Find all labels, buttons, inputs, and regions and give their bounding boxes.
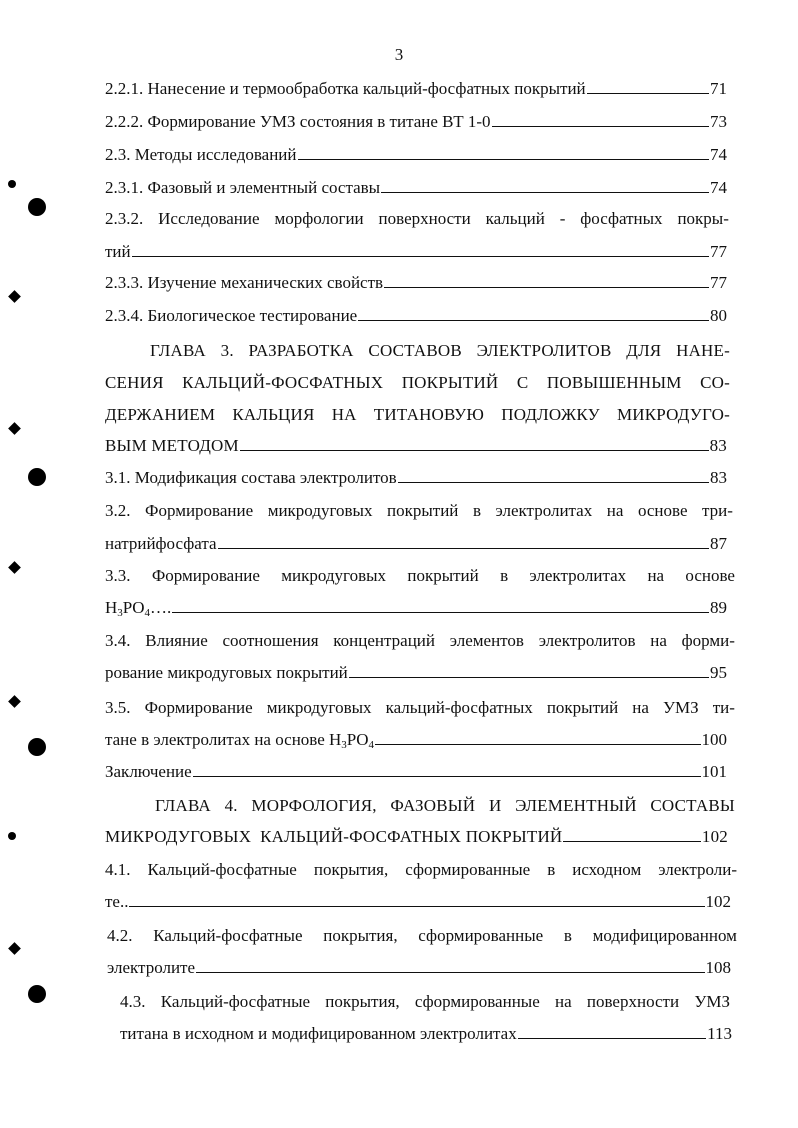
toc-entry bbox=[105, 111, 727, 133]
formula-part: тане в электролитах на основе H bbox=[105, 730, 342, 749]
toc-entry bbox=[105, 144, 727, 166]
toc-entry bbox=[105, 467, 727, 489]
word: ГЛАВА bbox=[150, 341, 206, 360]
entry-title: натрийфосфата bbox=[105, 534, 217, 553]
word: КАЛЬЦИЯ bbox=[232, 405, 315, 424]
word: микродуговых bbox=[281, 566, 387, 585]
word: основе bbox=[685, 566, 735, 585]
word: УМЗ bbox=[694, 992, 730, 1011]
chapter-heading-line2 bbox=[105, 826, 728, 848]
toc-entry-line2 bbox=[105, 662, 727, 684]
word: ПОВЫШЕННЫМ bbox=[546, 373, 682, 392]
word: покрытия, bbox=[313, 860, 389, 879]
binding-hole-mark bbox=[28, 198, 46, 216]
entry-title: 2.3. Методы исследований bbox=[105, 145, 297, 164]
entry-title: электролите bbox=[107, 958, 196, 977]
chapter-heading-line3 bbox=[105, 404, 730, 426]
formula-part: PO bbox=[346, 730, 369, 749]
entry-page: 102 bbox=[705, 892, 731, 911]
entry-page: 89 bbox=[710, 598, 727, 617]
leader-line bbox=[298, 146, 709, 160]
entry-page: 74 bbox=[710, 145, 727, 164]
leader-line bbox=[381, 179, 709, 193]
toc-entry-line2 bbox=[105, 533, 727, 555]
word: МИКРОДУГО- bbox=[616, 405, 730, 424]
word: ДЛЯ bbox=[626, 341, 662, 360]
word: Формирование bbox=[151, 566, 260, 585]
entry-title: ВЫМ МЕТОДОМ bbox=[105, 436, 239, 455]
entry-page: 100 bbox=[701, 730, 727, 749]
word: на bbox=[632, 698, 649, 717]
toc-entry-line1 bbox=[107, 925, 737, 947]
entry-page: 77 bbox=[710, 273, 727, 292]
toc-entry-line1 bbox=[105, 859, 737, 881]
word: электролитах bbox=[529, 566, 627, 585]
leader-line bbox=[240, 437, 709, 451]
word: Кальций-фосфатные bbox=[147, 860, 297, 879]
subscript: 3 bbox=[117, 607, 123, 619]
word: УМЗ bbox=[663, 698, 699, 717]
word: СО- bbox=[700, 373, 730, 392]
word: в bbox=[547, 860, 556, 879]
word: ГЛАВА bbox=[155, 796, 211, 815]
chapter-heading-line4 bbox=[105, 435, 727, 457]
leader-line bbox=[349, 664, 709, 678]
formula-part: H bbox=[105, 598, 118, 617]
word: ПОКРЫТИЙ bbox=[401, 373, 499, 392]
word: 4.3. bbox=[120, 992, 146, 1011]
leader-line bbox=[218, 535, 709, 549]
word: ЭЛЕКТРОЛИТОВ bbox=[476, 341, 612, 360]
entry-title: рование микродуговых покрытий bbox=[105, 663, 348, 682]
word: на bbox=[647, 566, 665, 585]
entry-title: МИКРОДУГОВЫХ КАЛЬЦИЙ-ФОСФАТНЫХ ПОКРЫТИЙ bbox=[105, 827, 563, 846]
leader-line bbox=[398, 469, 709, 483]
word: в bbox=[500, 566, 509, 585]
chapter-heading-line2 bbox=[105, 372, 730, 394]
word: микродуговых bbox=[267, 501, 373, 520]
word: ЭЛЕМЕНТНЫЙ bbox=[515, 796, 637, 815]
word: СОСТАВЫ bbox=[650, 796, 735, 815]
toc-entry-line1 bbox=[105, 500, 733, 522]
entry-title: 2.2.1. Нанесение и термообработка кальций-фосфатных покрытий bbox=[105, 79, 586, 98]
chapter-heading-line1 bbox=[155, 795, 735, 817]
word: ДЕРЖАНИЕМ bbox=[105, 405, 216, 424]
leader-line bbox=[172, 599, 709, 613]
word: в bbox=[472, 501, 481, 520]
leader-line bbox=[375, 731, 700, 745]
word: Формирование bbox=[144, 698, 253, 717]
leader-line bbox=[193, 763, 701, 777]
leader-line bbox=[196, 959, 704, 973]
word: на bbox=[606, 501, 624, 520]
entry-page: 80 bbox=[710, 306, 727, 325]
leader-line bbox=[358, 307, 709, 321]
toc-entry-line2 bbox=[105, 729, 727, 751]
toc-entry-line2 bbox=[105, 241, 727, 263]
word: СЕНИЯ bbox=[105, 373, 164, 392]
word: Влияние bbox=[145, 631, 208, 650]
word: электролитах bbox=[495, 501, 593, 520]
entry-page: 83 bbox=[709, 436, 727, 455]
leader-line bbox=[587, 80, 709, 94]
toc-entry bbox=[105, 177, 727, 199]
toc-entry-line1 bbox=[105, 565, 735, 587]
entry-title: 2.3.4. Биологическое тестирование bbox=[105, 306, 358, 325]
word: электроли- bbox=[658, 860, 737, 879]
word: соотношения bbox=[222, 631, 319, 650]
word: сформированные bbox=[418, 926, 544, 945]
word: элементов bbox=[449, 631, 524, 650]
leader-line bbox=[563, 828, 700, 842]
word: 2.3.2. bbox=[105, 209, 144, 228]
word: кальций bbox=[485, 209, 545, 228]
toc-entry-line1 bbox=[105, 697, 735, 719]
toc-entry-line1 bbox=[120, 991, 730, 1013]
toc-entry-line1 bbox=[105, 208, 729, 230]
entry-page: 77 bbox=[710, 242, 727, 261]
word: С bbox=[516, 373, 529, 392]
word: покры- bbox=[677, 209, 729, 228]
subscript: 4 bbox=[144, 607, 151, 619]
binding-hole-mark bbox=[28, 738, 46, 756]
toc-entry-line2 bbox=[107, 957, 731, 979]
word: 3.3. bbox=[105, 566, 131, 585]
word: покрытий bbox=[546, 698, 619, 717]
word: три- bbox=[702, 501, 733, 520]
word: поверхности bbox=[586, 992, 680, 1011]
leader-line bbox=[518, 1025, 706, 1039]
word: 4.2. bbox=[107, 926, 133, 945]
word: концентраций bbox=[333, 631, 435, 650]
toc-entry bbox=[105, 272, 727, 294]
word: Формирование bbox=[145, 501, 254, 520]
word: 3.2. bbox=[105, 501, 131, 520]
entry-page: 71 bbox=[710, 79, 727, 98]
leader-line bbox=[129, 893, 704, 907]
chapter-heading-line1 bbox=[150, 340, 730, 362]
word: сформированные bbox=[414, 992, 540, 1011]
toc-entry-line2 bbox=[105, 597, 727, 619]
subscript: 3 bbox=[341, 739, 347, 751]
leader-line bbox=[384, 274, 709, 288]
word: СОСТАВОВ bbox=[368, 341, 462, 360]
word: покрытия, bbox=[323, 926, 398, 945]
word: И bbox=[488, 796, 502, 815]
word: 3. bbox=[220, 341, 234, 360]
subscript: 4 bbox=[368, 739, 375, 751]
word: 4. bbox=[224, 796, 238, 815]
word: 3.4. bbox=[105, 631, 131, 650]
word: фосфатных bbox=[580, 209, 663, 228]
word: поверхности bbox=[378, 209, 471, 228]
toc-entry bbox=[105, 305, 727, 327]
toc-entry-line2 bbox=[105, 891, 731, 913]
word: - bbox=[559, 209, 566, 228]
entry-title: титана в исходном и модифицированном электролитах bbox=[120, 1024, 517, 1043]
entry-title: те.. bbox=[105, 892, 129, 911]
word: на bbox=[555, 992, 572, 1011]
word: сформированные bbox=[405, 860, 531, 879]
toc-entry bbox=[105, 761, 727, 783]
word: ти- bbox=[712, 698, 735, 717]
binding-hole-mark bbox=[8, 832, 16, 840]
entry-title: тий bbox=[105, 242, 131, 261]
entry-page: 108 bbox=[705, 958, 731, 977]
toc-entry-line1 bbox=[105, 630, 735, 652]
entry-page: 87 bbox=[710, 534, 727, 553]
entry-title: 2.2.2. Формирование УМЗ состояния в титане ВТ 1-0 bbox=[105, 112, 491, 131]
word: КАЛЬЦИЙ-ФОСФАТНЫХ bbox=[182, 373, 384, 392]
binding-hole-mark bbox=[28, 985, 46, 1003]
entry-title: 2.3.1. Фазовый и элементный составы bbox=[105, 178, 381, 197]
leader-line bbox=[132, 243, 709, 257]
entry-title: Заключение bbox=[105, 762, 192, 781]
entry-title: 3.1. Модификация состава электролитов bbox=[105, 468, 397, 487]
binding-hole-mark bbox=[8, 180, 16, 188]
word: основе bbox=[637, 501, 688, 520]
word: Исследование bbox=[158, 209, 260, 228]
entry-title: 2.3.3. Изучение механических свойств bbox=[105, 273, 384, 292]
word: 3.5. bbox=[105, 698, 131, 717]
word: на bbox=[650, 631, 667, 650]
toc-entry-line2 bbox=[120, 1023, 732, 1045]
word: Кальций-фосфатные bbox=[160, 992, 311, 1011]
entry-page: 95 bbox=[710, 663, 727, 682]
word: НАНЕ- bbox=[676, 341, 730, 360]
entry-page: 113 bbox=[707, 1024, 732, 1043]
entry-page: 102 bbox=[701, 827, 728, 846]
word: РАЗРАБОТКА bbox=[248, 341, 354, 360]
toc-entry bbox=[105, 78, 727, 100]
binding-hole-mark bbox=[28, 468, 46, 486]
entry-page: 73 bbox=[710, 112, 727, 131]
word: покрытий bbox=[407, 566, 479, 585]
word: покрытия, bbox=[325, 992, 400, 1011]
entry-page: 83 bbox=[710, 468, 727, 487]
word: МОРФОЛОГИЯ, bbox=[251, 796, 377, 815]
word: морфологии bbox=[274, 209, 364, 228]
word: форми- bbox=[681, 631, 735, 650]
word: 4.1. bbox=[105, 860, 131, 879]
word: покрытий bbox=[387, 501, 459, 520]
word: в bbox=[563, 926, 572, 945]
entry-title bbox=[105, 597, 171, 624]
formula-part: PO bbox=[122, 598, 145, 617]
word: Кальций-фосфатные bbox=[153, 926, 303, 945]
word: электролитов bbox=[538, 631, 636, 650]
ellipsis: …. bbox=[150, 598, 172, 617]
word: НА bbox=[331, 405, 357, 424]
word: ФАЗОВЫЙ bbox=[390, 796, 476, 815]
entry-title bbox=[105, 729, 374, 756]
word: ПОДЛОЖКУ bbox=[501, 405, 600, 424]
leader-line bbox=[492, 113, 709, 127]
word: ТИТАНОВУЮ bbox=[373, 405, 485, 424]
word: исходном bbox=[572, 860, 642, 879]
word: кальций-фосфатных bbox=[385, 698, 533, 717]
entry-page: 101 bbox=[701, 762, 727, 781]
word: микродуговых bbox=[266, 698, 372, 717]
entry-page: 74 bbox=[710, 178, 727, 197]
word: модифицированном bbox=[592, 926, 737, 945]
page-number: 3 bbox=[394, 45, 404, 64]
